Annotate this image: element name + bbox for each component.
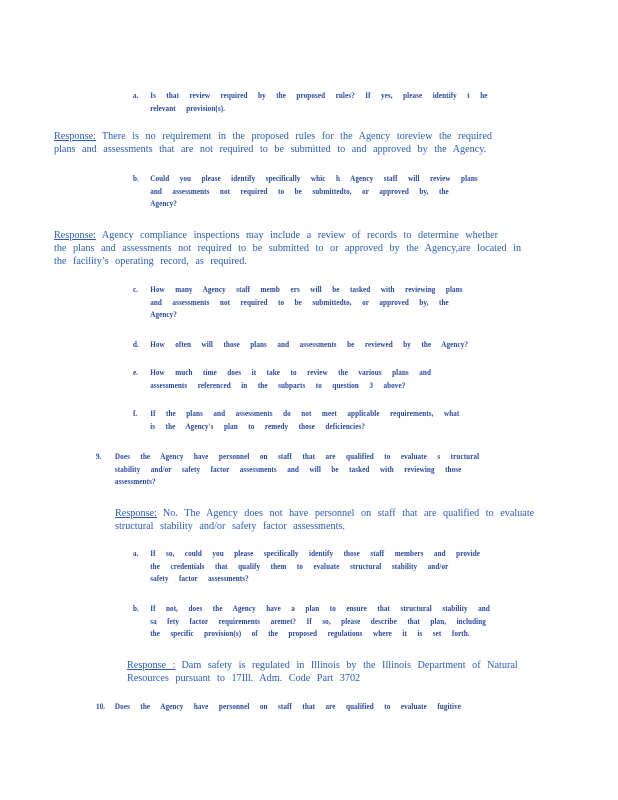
response-text-line: plans and assessments that are not required to be submitted to and approved by the Agency. bbox=[54, 144, 487, 155]
response-heading: Response: bbox=[54, 230, 96, 241]
item-label: a. bbox=[133, 549, 139, 558]
item-label: b. bbox=[133, 174, 139, 183]
question-text-line: and assessments not required to be submittedto, or approved by, the bbox=[150, 186, 449, 196]
question-text-line: If not, does the Agency have a plan to ensure that structural stability and bbox=[150, 604, 490, 613]
question-b-2 bbox=[133, 603, 490, 641]
question-text-line: Is that review required by the proposed rules? If yes, please identify t he bbox=[150, 91, 488, 100]
item-label: e. bbox=[133, 368, 138, 377]
question-text-line: sa fety factor requirements aremet? If so, please describe that plan, including bbox=[150, 616, 486, 626]
question-text-line: Does the Agency have personnel on staff that are qualified to evaluate s tructural bbox=[114, 452, 480, 461]
question-text-line: is the Agency's plan to remedy those deficiencies? bbox=[150, 421, 365, 431]
question-a-1 bbox=[133, 90, 488, 115]
question-text-line: If so, could you please specifically identify those staff members and provide bbox=[150, 549, 481, 558]
item-label: 10. bbox=[96, 702, 105, 711]
response-heading: Response: bbox=[115, 508, 157, 519]
question-text-line: assessments referenced in the subparts to question 3 above? bbox=[150, 380, 406, 390]
question-text-line: safety factor assessments? bbox=[150, 574, 249, 583]
response-heading: Response: bbox=[54, 131, 96, 142]
question-text-line: stability and/or safety factor assessments and will be tasked with reviewing those bbox=[114, 464, 462, 474]
question-text-line: assessments? bbox=[114, 477, 156, 486]
question-text-line: Agency? bbox=[150, 310, 177, 319]
response-text-line: Dam safety is regulated in Illinois by the Illinois Department of Natural bbox=[181, 660, 518, 671]
question-a-2 bbox=[133, 548, 480, 586]
question-10 bbox=[96, 701, 461, 714]
response-text-line: the facility’s operating record, as required. bbox=[54, 256, 247, 267]
response-text-line: No. The Agency does not have personnel on staff that are qualified to evaluate bbox=[162, 508, 535, 519]
question-text-line: the specific provision(s) of the proposed regulations where it is set forth. bbox=[150, 629, 470, 638]
response-heading: Response : bbox=[127, 660, 176, 671]
response-3 bbox=[115, 507, 534, 533]
question-f-1 bbox=[133, 408, 459, 433]
item-label: b. bbox=[133, 604, 139, 613]
question-b-1 bbox=[133, 173, 478, 211]
question-text-line: If the plans and assessments do not meet applicable requirements, what bbox=[150, 409, 460, 418]
question-e-1 bbox=[133, 367, 431, 392]
response-text-line: Agency compliance inspections may include a review of records to determine whether bbox=[101, 230, 499, 241]
question-d-1 bbox=[133, 339, 468, 352]
response-2 bbox=[54, 229, 521, 268]
question-text-line: Does the Agency have personnel on staff that are qualified to evaluate fugitive bbox=[114, 702, 462, 711]
item-label: a. bbox=[133, 91, 139, 100]
item-label: d. bbox=[133, 340, 139, 349]
response-4 bbox=[127, 659, 518, 685]
question-text-line: How much time does it take to review the various plans and bbox=[150, 368, 432, 377]
item-label: f. bbox=[133, 409, 138, 418]
item-label: c. bbox=[133, 285, 138, 294]
question-text-line: How many Agency staff memb ers will be tasked with reviewing plans bbox=[150, 285, 463, 294]
question-c-1 bbox=[133, 284, 463, 322]
response-1 bbox=[54, 130, 492, 156]
question-text-line: Could you please identify specifically whic h Agency staff will review plans bbox=[150, 174, 478, 183]
response-text-line: Resources pursuant to 17Ill. Adm. Code Part 3702 bbox=[127, 673, 361, 684]
response-text-line: the plans and assessments not required to be submitted to or approved by the Agency,are located in bbox=[54, 243, 522, 254]
question-text-line: the credentials that qualify them to evaluate structural stability and/or bbox=[150, 561, 449, 571]
response-text-line: structural stability and/or safety factor assessments. bbox=[115, 521, 345, 532]
question-text-line: relevant provision(s). bbox=[150, 103, 226, 113]
question-9 bbox=[96, 451, 479, 489]
response-text-line: There is no requirement in the proposed rules for the Agency toreview the required bbox=[101, 131, 492, 142]
question-text-line: How often will those plans and assessments be reviewed by the Agency? bbox=[150, 340, 469, 349]
question-text-line: and assessments not required to be submittedto, or approved by, the bbox=[150, 297, 449, 307]
item-label: 9. bbox=[96, 452, 102, 461]
question-text-line: Agency? bbox=[150, 199, 177, 208]
